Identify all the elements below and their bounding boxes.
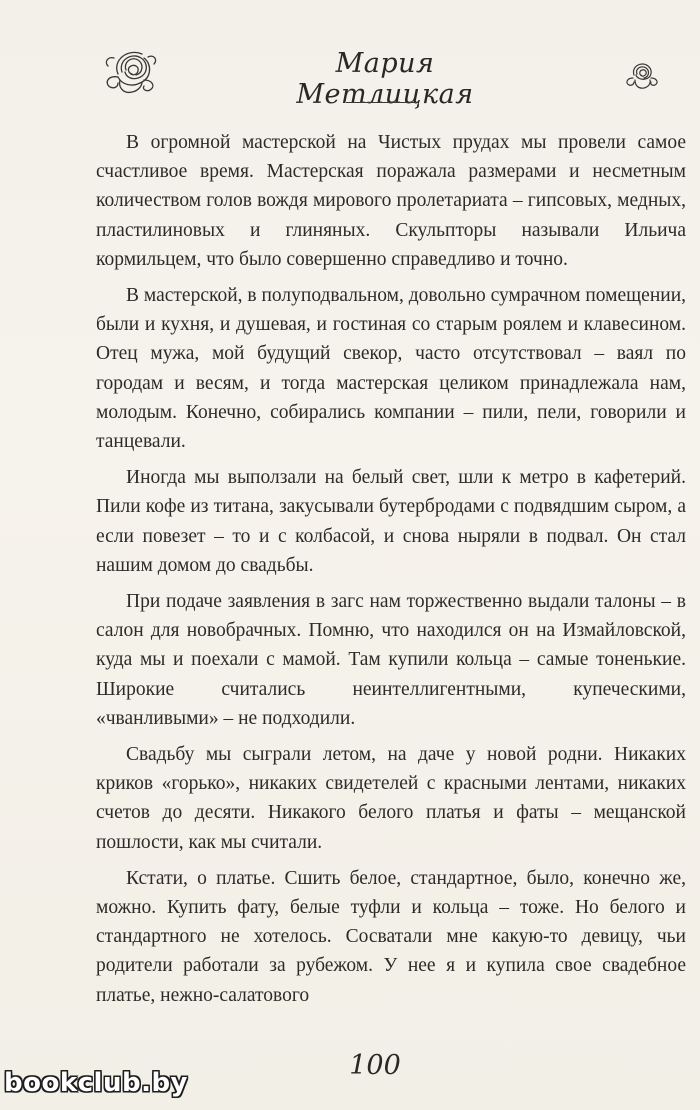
page-number: 100 bbox=[349, 1050, 401, 1081]
page-body-text bbox=[96, 128, 686, 1010]
header-divider bbox=[346, 102, 418, 103]
running-header bbox=[0, 40, 700, 120]
paragraph: Иногда мы выползали на белый свет, шли к метро в кафетерий. Пили кофе из титана, закусывали бутербродами с подвядшим сыром, а если повезет – то и с колбасой, и снова ныряли в подвал. Он стал нашим домом до свадьбы. bbox=[96, 467, 686, 576]
site-watermark: bookclub.by bbox=[4, 1068, 189, 1098]
rose-ornament-icon bbox=[622, 58, 662, 92]
paragraph: В мастерской, в полуподвальном, довольно сумрачном помещении, были и кухня, и душевая, и гостиная со старым роялем и клавесином. Отец мужа, мой будущий свекор, часто отсутствовал – ваял по городам и весям, и тогда мастерская целиком принадлежала нам, молодым. Конечно, собирались компании – пили, пели, говорили и танцевали. bbox=[96, 285, 687, 453]
paragraph: Свадьбу мы сыграли летом, на даче у новой родни. Никаких криков «горько», никаких свидетелей с красными лентами, никаких счетов до десяти. Никакого белого платья и фаты – мещанской пошлости, как мы считали. bbox=[96, 744, 686, 853]
paragraph: Кстати, о платье. Сшить белое, стандартное, было, конечно же, можно. Купить фату, белые туфли и кольца – тоже. Но белого и стандартного не хотелось. Сосватали мне какую-то девицу, чьи родители работали за рубежом. У нее я и купила свое свадебное платье, нежно-салатового bbox=[96, 867, 686, 1006]
paragraph: В огромной мастерской на Чистых прудах мы провели самое счастливое время. Мастерская поражала размерами и несметным количеством голов вождя мирового пролетариата – гипсовых, медных, пластилиновых и глиняных. Скульпторы называли Ильича кормильцем, что было совершенно справедливо и точно. bbox=[96, 132, 686, 270]
paragraph: При подаче заявления в загс нам торжественно выдали талоны – в салон для новобрачных. Помню, что находился он на Измайловской, куда мы и поехали с мамой. Там купили кольца – самые тоненькие. Широкие считались неинтеллигентными, купеческими, «чванливыми» – не подходили. bbox=[96, 591, 686, 729]
author-name: Мария Метлицкая bbox=[296, 48, 474, 110]
rose-ornament-icon bbox=[100, 44, 164, 100]
